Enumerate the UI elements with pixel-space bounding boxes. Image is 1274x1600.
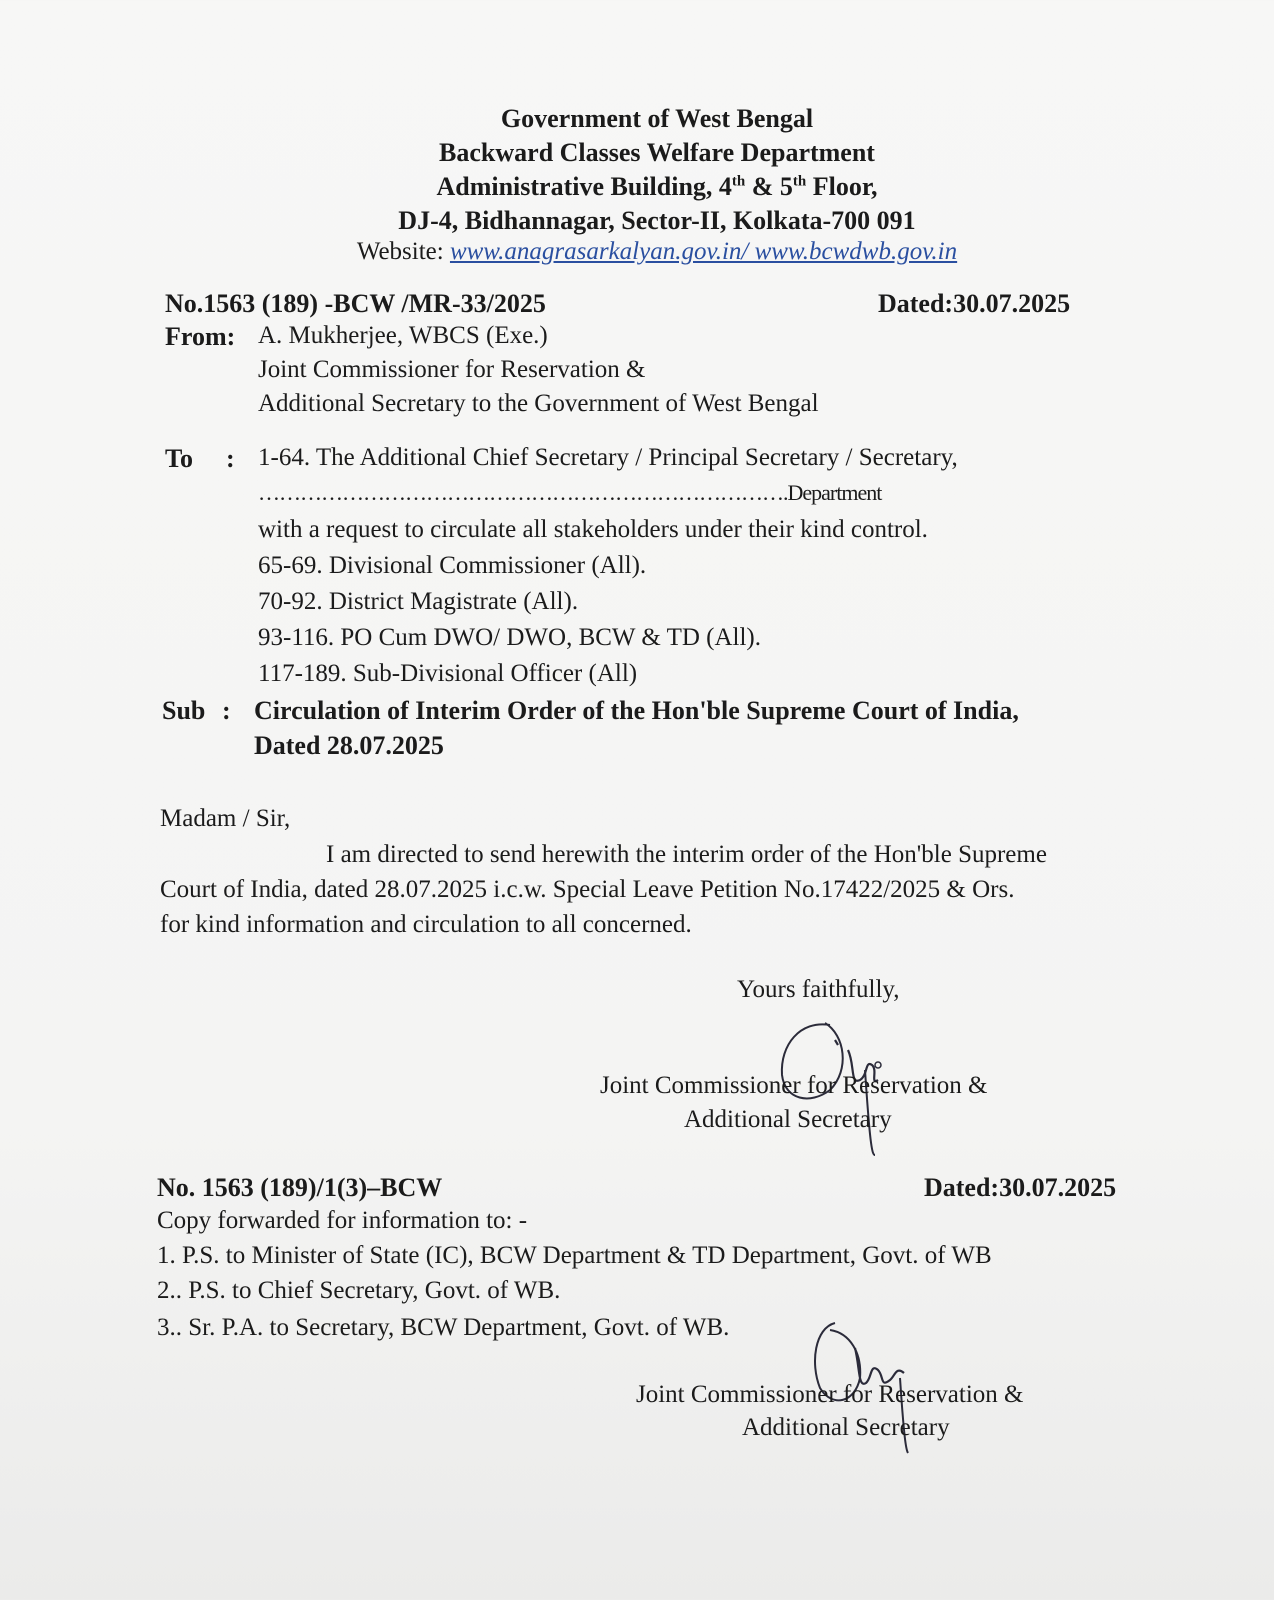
signatory-2-line-1: Joint Commissioner for Reservation & — [636, 1381, 1024, 1408]
to-line-7: 117-189. Sub-Divisional Officer (All) — [258, 660, 638, 687]
to-colon: : — [226, 444, 235, 473]
memo-number: No.1563 (189) -BCW /MR-33/2025 — [165, 289, 546, 318]
signatory-1-line-2: Additional Secretary — [684, 1106, 892, 1133]
signatory-2-line-2: Additional Secretary — [742, 1414, 950, 1441]
subject-line-2: Dated 28.07.2025 — [254, 731, 444, 760]
copy-item-2: 2.. P.S. to Chief Secretary, Govt. of WB. — [157, 1277, 561, 1304]
memo-date: Dated:30.07.2025 — [878, 289, 1071, 318]
copy-item-1: 1. P.S. to Minister of State (IC), BCW Department & TD Department, Govt. of WB — [157, 1242, 992, 1269]
to-line-6: 93-116. PO Cum DWO/ DWO, BCW & TD (All). — [258, 624, 761, 651]
copy-intro: Copy forwarded for information to: - — [157, 1207, 528, 1234]
subject-label: Sub — [162, 696, 206, 725]
subject-line-1: Circulation of Interim Order of the Hon'ble Supreme Court of India, — [254, 696, 1019, 725]
letterhead-department: Backward Classes Welfare Department — [439, 138, 875, 167]
letterhead-website: Website: www.anagrasarkalyan.gov.in/ www.bcwdwb.gov.in — [356, 238, 958, 265]
letterhead-building: Administrative Building, 4th & 5th Floor, — [436, 172, 878, 201]
copy-date: Dated:30.07.2025 — [924, 1173, 1117, 1202]
copy-item-3: 3.. Sr. P.A. to Secretary, BCW Department, Govt. of WB. — [157, 1314, 730, 1341]
website-links[interactable]: www.anagrasarkalyan.gov.in/ www.bcwdwb.gov.in — [449, 238, 958, 265]
to-line-4: 65-69. Divisional Commissioner (All). — [258, 552, 647, 579]
signatory-1-line-1: Joint Commissioner for Reservation & — [600, 1072, 988, 1099]
to-line-5: 70-92. District Magistrate (All). — [258, 588, 579, 615]
letterhead-address: DJ-4, Bidhannagar, Sector-II, Kolkata-700 091 — [398, 206, 916, 235]
salutation: Madam / Sir, — [160, 805, 291, 832]
copy-number: No. 1563 (189)/1(3)–BCW — [157, 1173, 443, 1202]
from-line-1: A. Mukherjee, WBCS (Exe.) — [258, 322, 548, 349]
letterhead-government: Government of West Bengal — [500, 104, 814, 133]
to-label: To — [165, 444, 193, 473]
body-line-2: Court of India, dated 28.07.2025 i.c.w. Special Leave Petition No.17422/2025 & Ors. — [160, 876, 1015, 903]
to-line-2: ………………………………………………………………….Department — [258, 480, 882, 505]
from-line-3: Additional Secretary to the Government of West Bengal — [258, 390, 819, 417]
to-line-1: 1-64. The Additional Chief Secretary / Principal Secretary / Secretary, — [258, 444, 958, 471]
subject-colon: : — [222, 696, 231, 725]
body-line-3: for kind information and circulation to all concerned. — [160, 911, 692, 938]
from-line-2: Joint Commissioner for Reservation & — [258, 356, 646, 383]
from-label: From: — [165, 322, 236, 351]
yours-faithfully: Yours faithfully, — [737, 976, 900, 1003]
body-line-1: I am directed to send herewith the interim order of the Hon'ble Supreme — [326, 841, 1047, 868]
to-line-3: with a request to circulate all stakeholders under their kind control. — [258, 516, 928, 543]
